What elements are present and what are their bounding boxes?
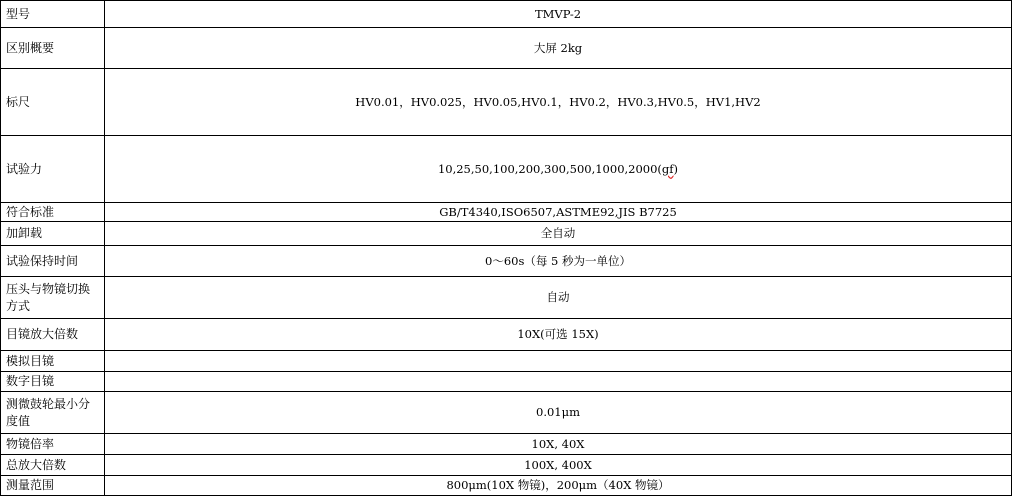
table-row	[1, 476, 1012, 496]
table-row	[1, 246, 1012, 277]
row-value-standards: GB/T4340,ISO6507,ASTME92,JIS B7725	[105, 203, 1012, 222]
row-value-test-force	[105, 136, 1012, 203]
row-label-dwell-time: 试验保持时间	[1, 246, 105, 277]
spellcheck-marked-text: gf	[661, 161, 674, 176]
row-value-scale: HV0.01，HV0.025，HV0.05,HV0.1，HV0.2，HV0.3,HV0.5，HV1,HV2	[105, 69, 1012, 136]
table-row	[1, 69, 1012, 136]
table-row	[1, 1, 1012, 28]
row-value-analog-eyepiece	[105, 351, 1012, 372]
row-value-eyepiece-mag: 10X(可选 15X)	[105, 319, 1012, 351]
table-row	[1, 392, 1012, 434]
test-force-close: )	[673, 161, 679, 176]
table-row	[1, 28, 1012, 69]
row-value-objective-mag: 10X, 40X	[105, 434, 1012, 455]
row-label-total-mag: 总放大倍数	[1, 455, 105, 476]
table-row	[1, 351, 1012, 372]
table-row	[1, 455, 1012, 476]
row-value-summary: 大屏 2kg	[105, 28, 1012, 69]
row-value-drum-resolution: 0.01μm	[105, 392, 1012, 434]
row-label-digital-eyepiece: 数字目镜	[1, 372, 105, 392]
row-value-turret-switch: 自动	[105, 277, 1012, 319]
row-label-standards: 符合标准	[1, 203, 105, 222]
table-row	[1, 372, 1012, 392]
table-row	[1, 222, 1012, 246]
table-row	[1, 203, 1012, 222]
table-row	[1, 277, 1012, 319]
row-label-summary: 区别概要	[1, 28, 105, 69]
row-label-loading: 加卸载	[1, 222, 105, 246]
row-label-test-force: 试验力	[1, 136, 105, 203]
row-label-analog-eyepiece: 模拟目镜	[1, 351, 105, 372]
row-label-eyepiece-mag: 目镜放大倍数	[1, 319, 105, 351]
row-label-objective-mag: 物镜倍率	[1, 434, 105, 455]
row-value-loading: 全自动	[105, 222, 1012, 246]
row-value-digital-eyepiece	[105, 372, 1012, 392]
table-row	[1, 434, 1012, 455]
row-value-model: TMVP-2	[105, 1, 1012, 28]
row-label-drum-resolution: 测微鼓轮最小分度值	[1, 392, 105, 434]
row-value-dwell-time: 0～60s（每 5 秒为一单位）	[105, 246, 1012, 277]
test-force-values: 10,25,50,100,200,300,500,1000,2000(	[437, 161, 662, 176]
table-row	[1, 319, 1012, 351]
row-value-total-mag: 100X, 400X	[105, 455, 1012, 476]
row-label-measure-range: 测量范围	[1, 476, 105, 496]
table-row	[1, 136, 1012, 203]
row-label-scale: 标尺	[1, 69, 105, 136]
row-label-turret-switch: 压头与物镜切换方式	[1, 277, 105, 319]
row-value-measure-range: 800μm(10X 物镜)，200μm（40X 物镜）	[105, 476, 1012, 496]
row-label-model: 型号	[1, 1, 105, 28]
